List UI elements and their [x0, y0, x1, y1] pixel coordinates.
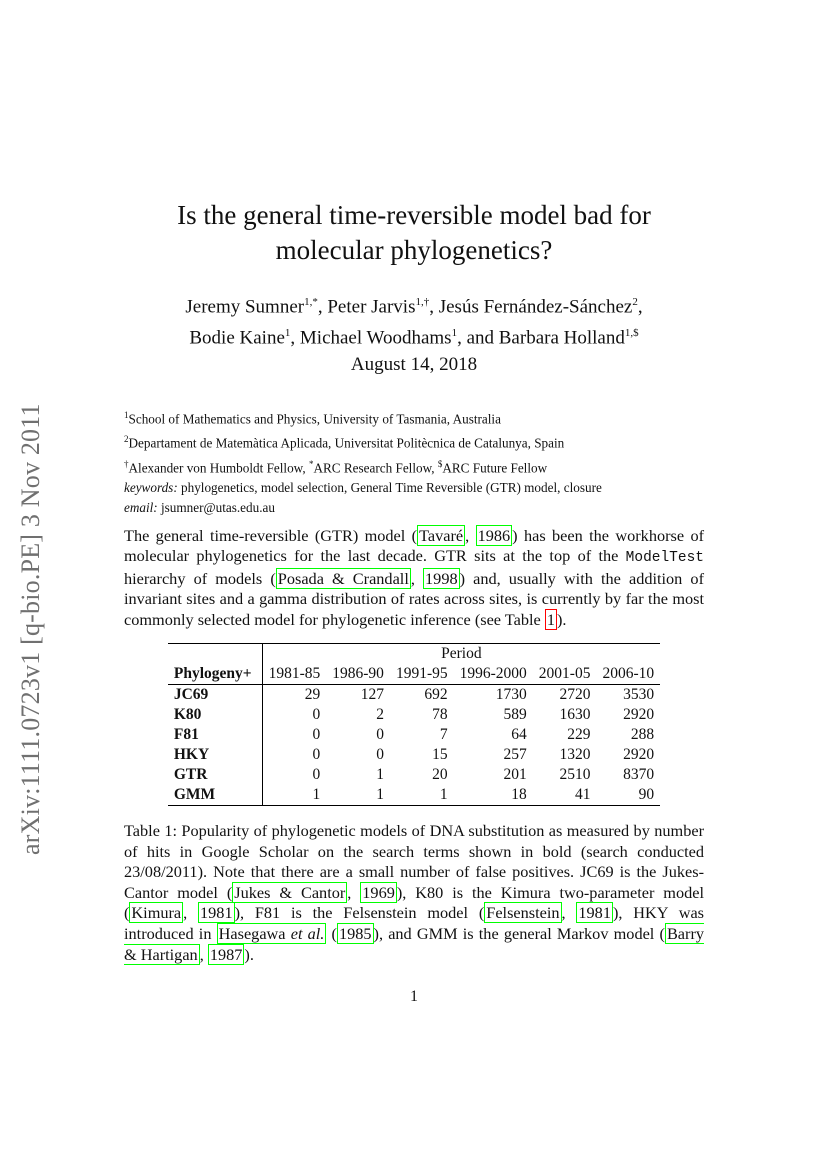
author-affil-mark: 1	[451, 327, 458, 340]
modeltest-name: ModelTest	[625, 550, 704, 567]
keywords	[124, 478, 704, 498]
text-run: ,	[347, 882, 361, 902]
text-run: ), K80 is the Kimura two-parameter model (	[124, 882, 705, 923]
text-run: ,	[465, 526, 476, 545]
text-run: The general time-reversible (GTR) model (	[124, 526, 418, 545]
hit-count: 2	[376, 706, 384, 723]
author-name: Bodie Kaine	[189, 327, 285, 349]
hit-count: 7	[439, 726, 448, 743]
author-name: Jesús Fernández-Sánchez	[438, 296, 633, 318]
hit-count: 1	[376, 766, 384, 783]
author-affil-mark: 1	[284, 327, 291, 340]
hit-count: 229	[567, 726, 591, 743]
affiliations	[124, 405, 704, 518]
citation-link[interactable]: Kimura	[131, 903, 182, 923]
affil-mark: $	[437, 458, 443, 469]
author-list	[124, 289, 704, 352]
hit-count: 0	[376, 726, 384, 743]
column-header: 1981-85	[268, 665, 321, 682]
citation-link[interactable]: Posada & Crandall	[277, 568, 409, 588]
model-name: HKY	[168, 745, 262, 765]
text-run: ), and GMM is the general Markov model (	[373, 923, 665, 943]
citation-year-link[interactable]: 1987	[209, 944, 243, 964]
keywords-text: phylogenetics, model selection, General Time Reversible (GTR) model, closure	[177, 480, 602, 496]
table-row	[168, 765, 660, 785]
affil-text: ARC Future Fellow	[442, 460, 548, 476]
column-header: 1986-90	[332, 665, 384, 682]
hit-count: 29	[304, 686, 321, 703]
affil-text: ARC Research Fellow,	[313, 460, 438, 476]
citation-year-link[interactable]: 1981	[200, 903, 233, 923]
text-run: ,	[561, 903, 577, 923]
column-header: 1991-95	[395, 665, 448, 682]
author-affil-mark: 1,†	[415, 296, 430, 308]
table-caption	[124, 821, 704, 965]
affiliation-2	[124, 429, 704, 453]
model-name: JC69	[168, 685, 262, 706]
text-run: Table 1: Popularity of phylogenetic models of DNA substitution as measured by number of hits in Google Scholar on the search terms shown in bold (search conducted 23/08/2011). Note that there are a small number of false positives. JC69 is the Jukes-Cantor model (	[124, 821, 704, 902]
popularity-table-wrapper	[124, 643, 704, 806]
period-header: Period	[441, 645, 482, 662]
author-line-2: Bodie Kaine$^1$, Michael Woodhams$^1$, and Barbara Holland$^{1,\$}$	[189, 327, 639, 349]
citation-link[interactable]: Barry & Hartigan	[124, 923, 705, 964]
abstract-paragraph	[124, 526, 704, 630]
table-group-header-row	[168, 644, 660, 665]
hit-count: 201	[503, 766, 527, 783]
text-run: ), HKY was introduced in	[124, 903, 705, 943]
hit-count: 2920	[623, 706, 655, 723]
author-affil-mark: 2	[632, 296, 638, 308]
hit-count: 1320	[559, 746, 591, 763]
hit-count: 127	[360, 686, 384, 703]
hit-count: 41	[574, 786, 591, 803]
column-header: 2001-05	[538, 665, 591, 682]
author-name: Jeremy Sumner	[185, 296, 305, 318]
affil-mark: †	[124, 458, 129, 469]
table-ref-link[interactable]: 1	[546, 609, 555, 629]
text-run: ) and, usually with the addition of invariant sites and a gamma distribution of rates across sites, is currently by far the most commonly selected model for phylogenetic inference (see Table	[124, 568, 704, 629]
author-name: Peter Jarvis	[327, 296, 416, 318]
hit-count: 1	[376, 786, 384, 803]
affil-mark: 2	[124, 434, 129, 445]
table-row	[168, 705, 660, 725]
author-line-1: Jeremy Sumner$^{1,*}$, Peter Jarvis$^{1,\dagger}$, Jesús Fernández-Sánchez$^2$,	[185, 296, 643, 318]
author-affil-mark: 1,*	[304, 296, 318, 308]
hit-count: 90	[638, 786, 655, 803]
hit-count: 0	[312, 746, 321, 763]
text-run: ).	[244, 944, 254, 964]
table-corner-header: Phylogeny+	[168, 664, 262, 685]
citation-link[interactable]	[217, 923, 327, 944]
table-blank-cell	[168, 644, 262, 665]
text-run: ) has been the workhorse of molecular phylogenetics for the last decade. GTR sits at the top of the	[124, 526, 705, 566]
model-name: K80	[168, 705, 262, 725]
citation-year-link[interactable]: 1981	[578, 903, 611, 923]
hit-count: 692	[424, 686, 448, 703]
citation-link[interactable]: Tavaré	[419, 526, 464, 545]
text-run: ,	[199, 944, 208, 964]
author-name: Michael Woodhams	[299, 327, 452, 349]
hit-count: 1	[312, 786, 321, 803]
affil-mark: *	[308, 458, 314, 469]
author-name: and Barbara Holland	[466, 327, 625, 349]
citation-link[interactable]: Jukes & Cantor	[234, 882, 346, 902]
paper-date: August 14, 2018	[350, 354, 478, 375]
affil-mark: 1	[124, 410, 129, 420]
hit-count: 2920	[623, 746, 655, 763]
table-row	[168, 785, 660, 806]
keywords-label: keywords:	[124, 480, 178, 496]
citation-year-link[interactable]: 1998	[425, 568, 458, 588]
table-row	[168, 725, 660, 745]
citation-link[interactable]: Felsenstein	[486, 903, 560, 923]
hit-count: 2720	[559, 686, 591, 703]
hit-count: 78	[432, 706, 448, 723]
hit-count: 0	[312, 726, 321, 743]
text-run: hierarchy of models (	[124, 568, 276, 588]
citation-year-link[interactable]: 1985	[338, 923, 372, 943]
model-name: GTR	[168, 765, 262, 785]
text-run: ,	[183, 903, 199, 923]
hit-count: 3530	[623, 686, 655, 703]
hit-count: 1630	[559, 706, 591, 723]
text-run: ).	[556, 609, 567, 629]
hit-count: 0	[312, 766, 321, 783]
hit-count: 257	[503, 746, 527, 763]
hit-count: 8370	[623, 766, 655, 783]
hit-count: 0	[312, 706, 321, 723]
hit-count: 0	[376, 746, 384, 763]
paper-title	[124, 198, 704, 268]
column-header: 2006-10	[602, 665, 655, 682]
text-run: (	[326, 923, 337, 943]
hit-count: 2510	[559, 766, 591, 783]
affiliation-1	[124, 405, 704, 429]
text-run: ,	[410, 568, 424, 588]
email	[124, 498, 704, 518]
model-name: GMM	[168, 785, 262, 806]
email-label: email:	[124, 500, 158, 516]
column-header: 1996-2000	[459, 665, 527, 682]
affil-text: Departament de Matemàtica Aplicada, Universitat Politècnica de Catalunya, Spain	[128, 435, 565, 451]
citation-author: Hasegawa	[218, 923, 291, 943]
arxiv-stamp: arXiv:1111.0723v1 [q-bio.PE] 3 Nov 2011	[16, 403, 45, 855]
hit-count: 15	[432, 746, 448, 763]
affil-text: Alexander von Humboldt Fellow,	[128, 460, 309, 476]
hit-count: 1	[439, 786, 448, 803]
hit-count: 20	[432, 766, 448, 783]
table-row	[168, 685, 660, 706]
hit-count: 1730	[495, 686, 527, 703]
page-number: 1	[410, 988, 418, 1005]
hit-count: 288	[630, 726, 655, 743]
popularity-table	[168, 643, 660, 806]
title-line-1: Is the general time-reversible model bad for	[177, 200, 651, 230]
hit-count: 589	[503, 706, 527, 723]
affil-text: School of Mathematics and Physics, University of Tasmania, Australia	[128, 411, 501, 427]
citation-year-link[interactable]: 1969	[362, 882, 395, 902]
text-run: ), F81 is the Felsenstein model (	[234, 903, 485, 923]
citation-etal: et al.	[290, 923, 325, 943]
title-line-2: molecular phylogenetics?	[275, 235, 553, 265]
email-address: jsumner@utas.edu.au	[157, 500, 275, 516]
model-name: F81	[168, 725, 262, 745]
fellowships	[124, 454, 704, 478]
author-affil-mark: 1,$	[624, 327, 639, 340]
table-header-row	[168, 664, 660, 685]
hit-count: 18	[511, 786, 527, 803]
citation-year-link[interactable]: 1986	[477, 526, 511, 545]
table-row	[168, 745, 660, 765]
hit-count: 64	[511, 726, 527, 743]
